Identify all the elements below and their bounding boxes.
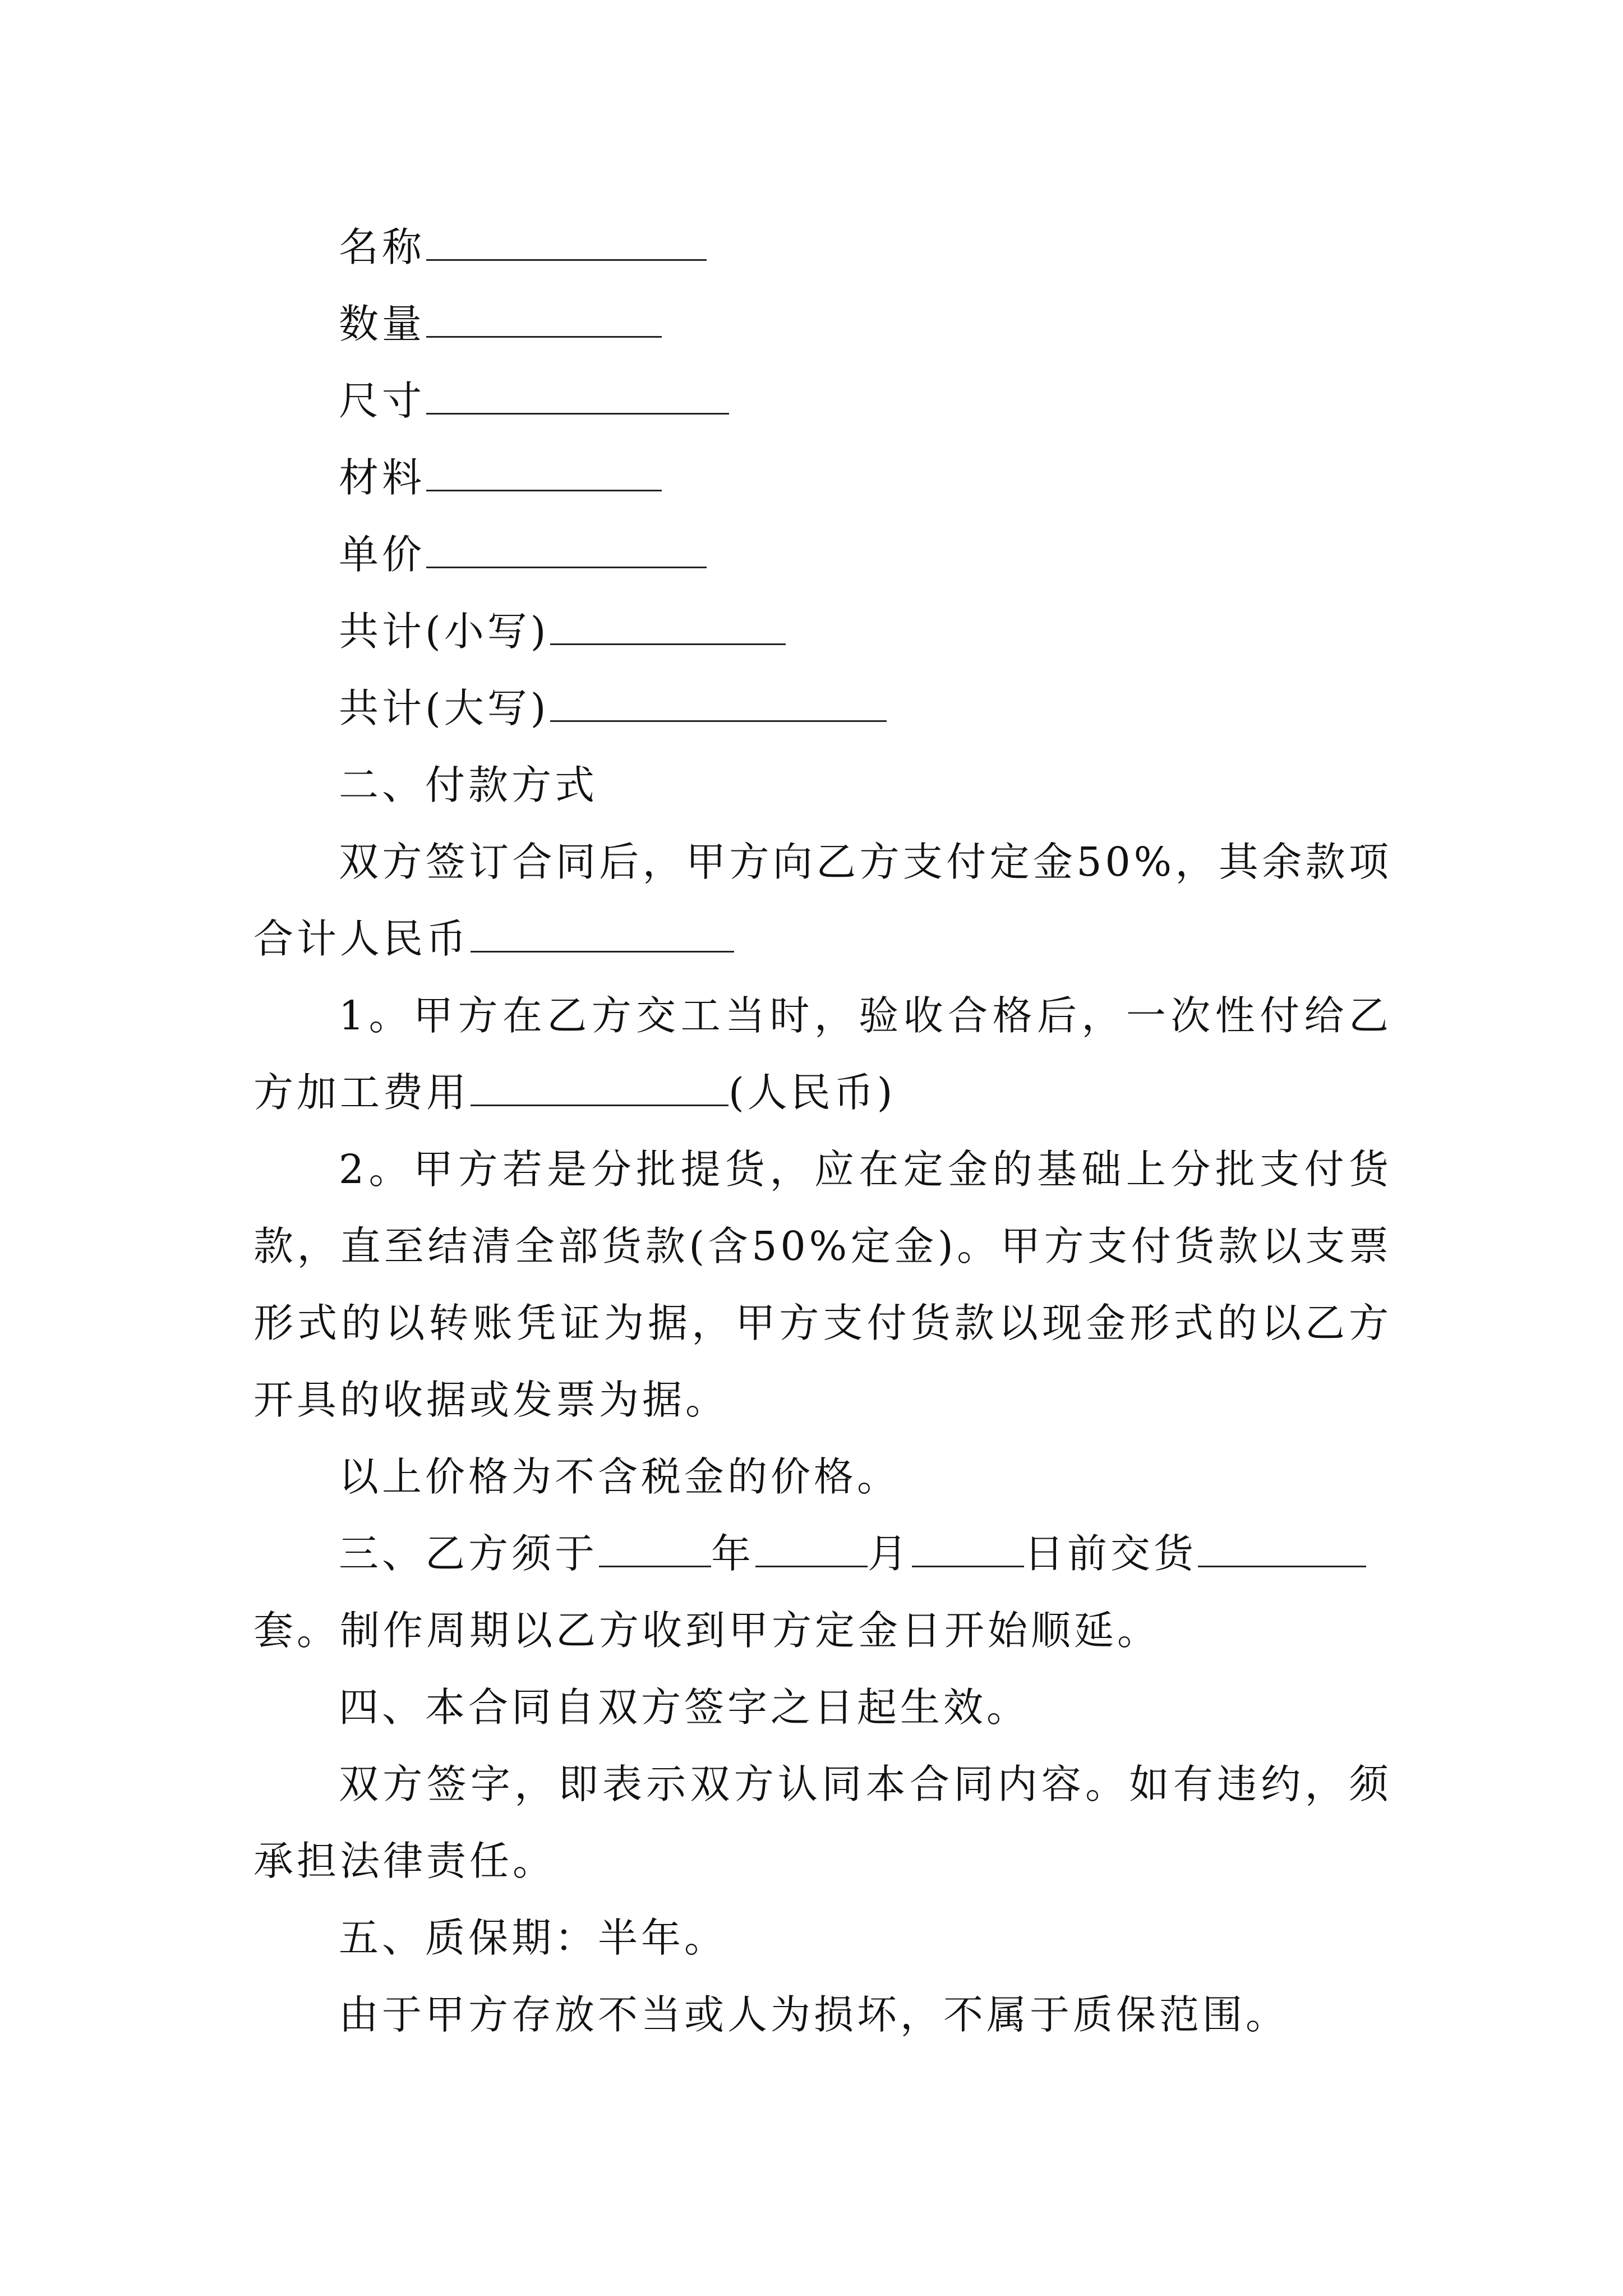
section-heading: 五、质保期：半年。 [339,1915,728,1961]
field-name [253,209,1392,286]
paragraph-text: 日前交货 [1024,1530,1197,1577]
section-heading: 二、付款方式 [339,762,598,808]
blank-line [550,689,887,722]
paragraph-line: 以上价格为不含税金的价格。 [339,1453,901,1500]
paragraph-line: 2。甲方若是分批提货，应在定金的基础上分批支付货 [339,1146,1392,1193]
field-label: 数量 [339,301,426,347]
blank-line [426,535,707,568]
blank-line [426,458,662,491]
field-unit-price [253,516,1392,593]
delivery-line [253,1515,1392,1592]
field-size [253,362,1392,439]
section-heading: 四、本合同自双方签字之日起生效。 [339,1684,1030,1731]
field-label: 名称 [339,224,426,270]
blank-line [550,612,786,645]
paragraph-line [253,1054,1392,1131]
paragraph-text: 年 [711,1530,755,1577]
field-label: 共计(小写) [339,608,550,655]
blank-line [1198,1534,1366,1567]
blank-line [426,228,707,261]
paragraph-text: 三、乙方须于 [339,1530,598,1577]
blank-line [426,305,662,338]
paragraph-line: 开具的收据或发票为据。 [253,1377,729,1423]
paragraph-text: 方加工费用 [253,1069,470,1116]
field-quantity [253,286,1392,362]
paragraph-line: 由于甲方存放不当或人为损坏，不属于质保范围。 [339,1991,1289,2038]
field-label: 共计(大写) [339,685,550,731]
field-label: 尺寸 [339,378,426,424]
paragraph-text: (人民币) [728,1069,896,1116]
blank-line [426,381,729,415]
field-material [253,439,1392,516]
field-label: 材料 [339,454,426,501]
paragraph-line: 双方签订合同后，甲方向乙方支付定金50%，其余款项 [339,839,1392,885]
paragraph-line: 1。甲方在乙方交工当时，验收合格后，一次性付给乙 [339,992,1392,1039]
paragraph-line: 承担法律责任。 [253,1838,556,1884]
blank-line [599,1534,711,1567]
paragraph-line: 形式的以转账凭证为据，甲方支付货款以现金形式的以乙方 [253,1300,1392,1346]
paragraph-line: 款，直至结清全部货款(含50%定金)。甲方支付货款以支票 [253,1223,1392,1269]
blank-line [912,1534,1024,1567]
paragraph-text: 月 [868,1530,911,1577]
blank-line [755,1534,868,1567]
paragraph-line [253,900,1392,977]
field-total-lower [253,593,1392,670]
paragraph-line: 套。制作周期以乙方收到甲方定金日开始顺延。 [253,1607,1161,1654]
paragraph-line: 双方签字，即表示双方认同本合同内容。如有违约，须 [339,1761,1392,1807]
blank-line [471,919,734,953]
document-body [253,209,1392,2053]
field-total-upper [253,670,1392,747]
paragraph-text: 合计人民币 [253,915,470,962]
field-label: 单价 [339,531,426,578]
blank-line [471,1073,728,1106]
